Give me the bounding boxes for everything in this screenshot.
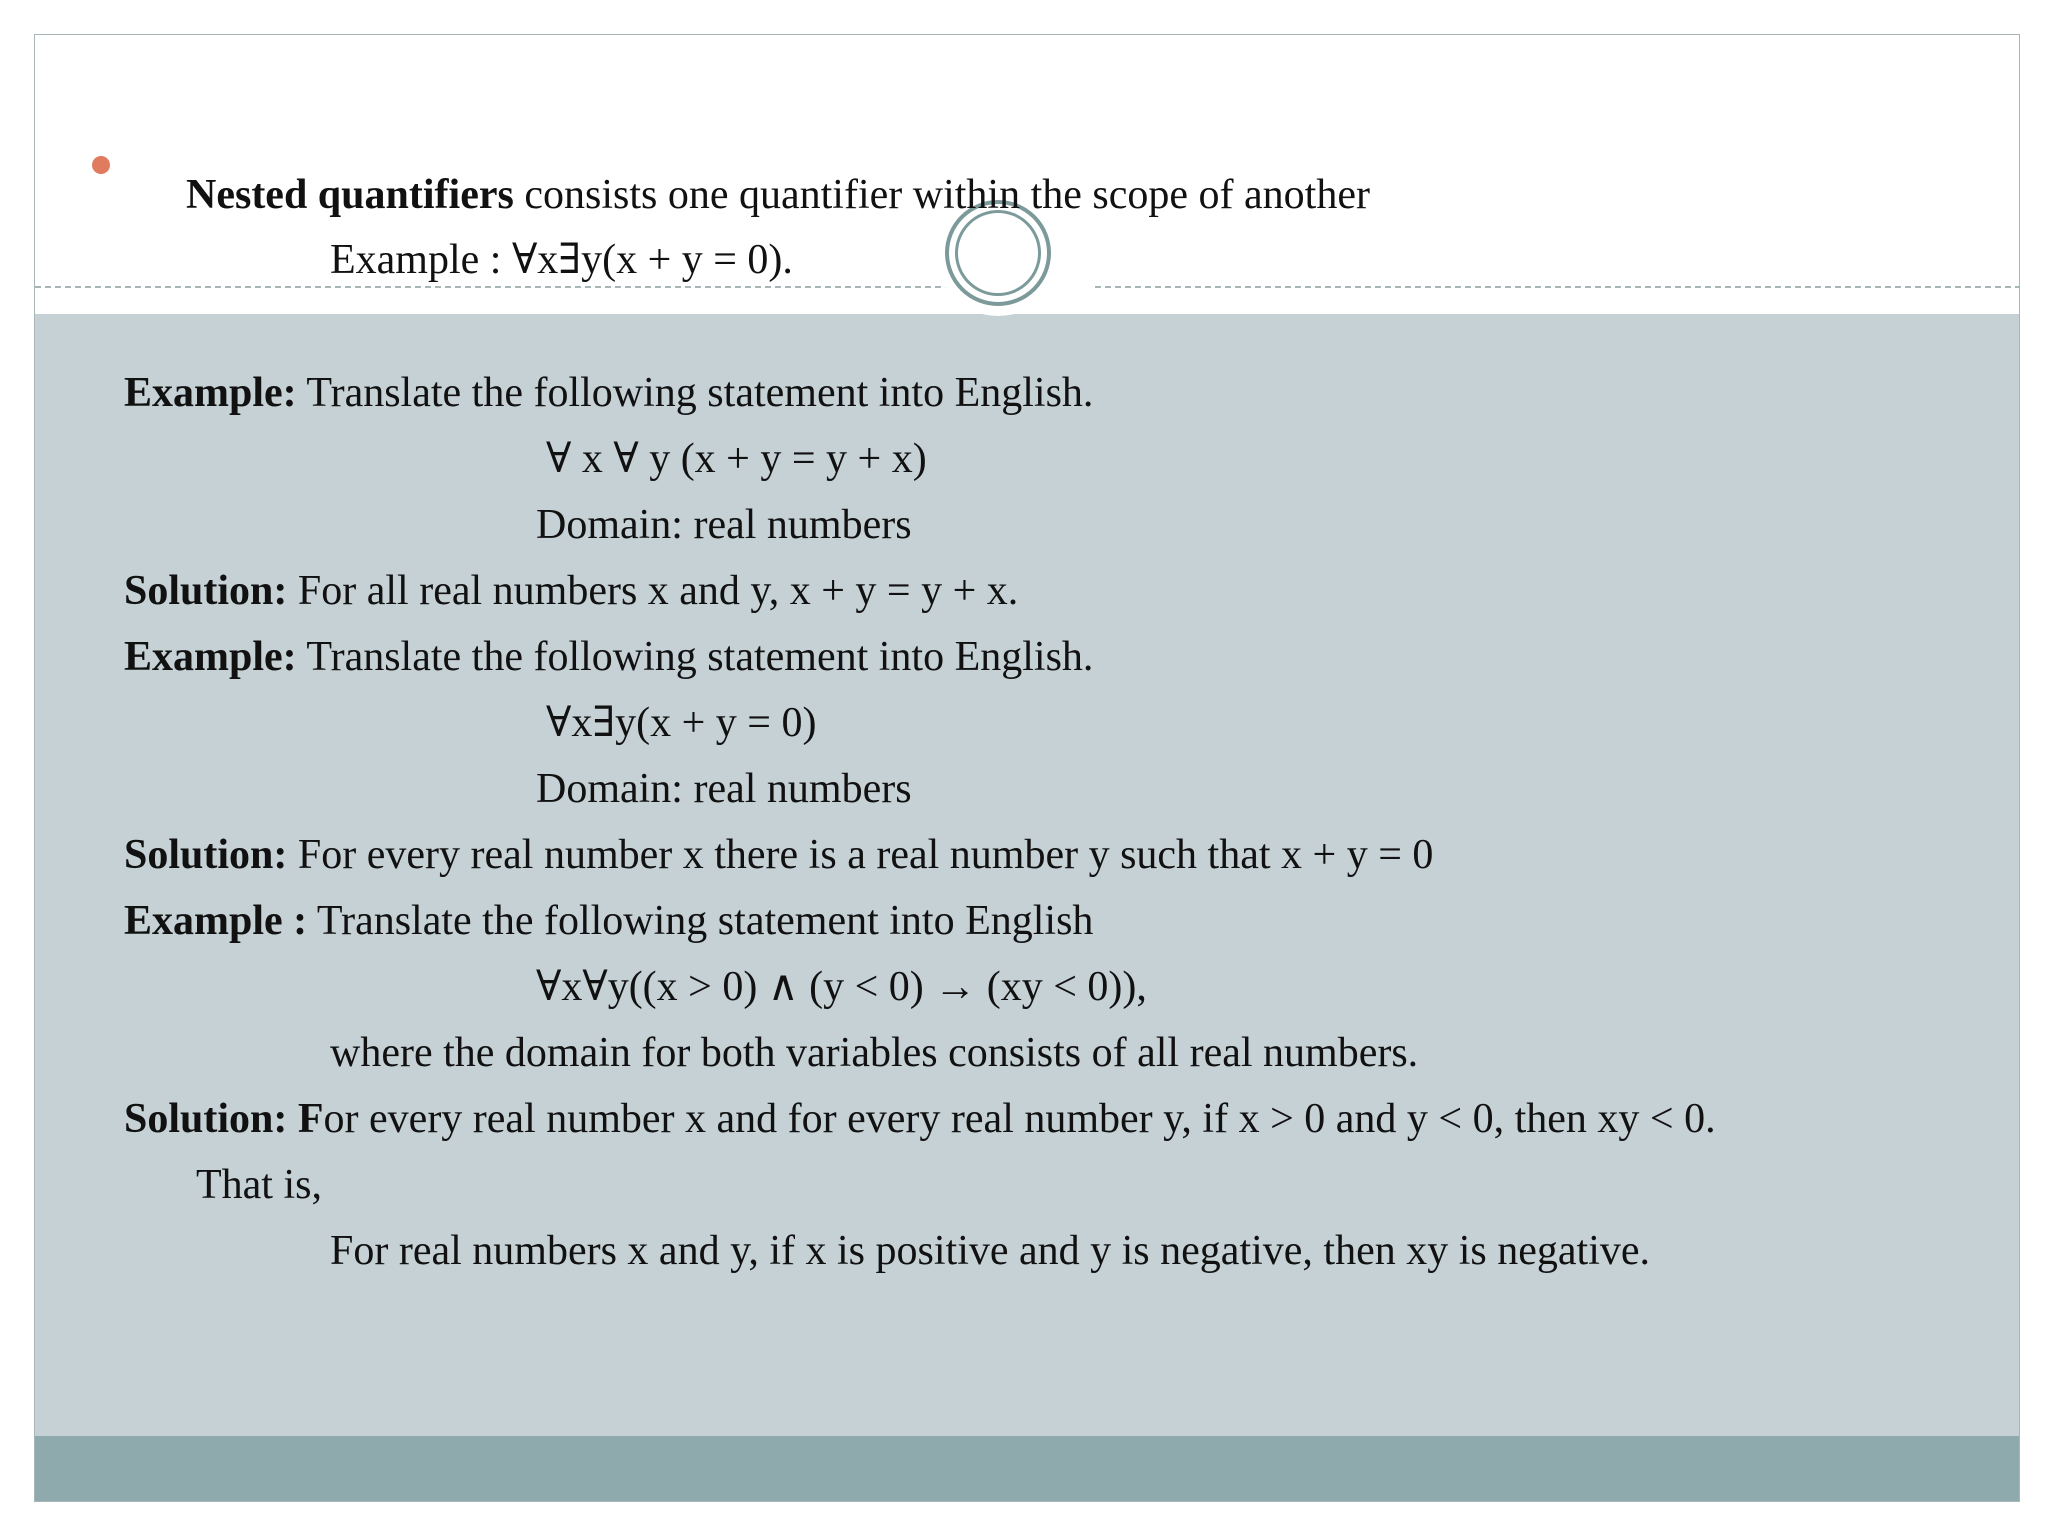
solution-1-label: Solution:	[124, 568, 288, 614]
solution-3-restated: For real numbers x and y, if x is positive and y is negative, then xy is negative.	[330, 1228, 1651, 1274]
bullet-rest: consists one quantifier within the scope of another	[513, 172, 1370, 218]
solution-3-label: Solution: F	[124, 1096, 324, 1142]
example-3-line	[124, 896, 1093, 946]
solution-1-line	[124, 566, 1018, 616]
solution-1-text: For all real numbers x and y, x + y = y + x.	[287, 568, 1019, 614]
example-1-text: Translate the following statement into English.	[296, 370, 1094, 416]
bullet-dot-icon	[92, 156, 110, 174]
example-3-formula: ∀x∀y((x > 0) ∧ (y < 0) → (xy < 0)),	[536, 964, 1147, 1010]
title-example-line: Example : ∀x∃y(x + y = 0).	[330, 237, 793, 283]
solution-2-label: Solution:	[124, 832, 288, 878]
double-ring-inner-icon	[955, 210, 1041, 296]
footer-band	[35, 1436, 2019, 1502]
example-2-text: Translate the following statement into English.	[296, 634, 1094, 680]
bullet-term: Nested quantifiers	[186, 172, 514, 218]
example-3-label: Example :	[124, 898, 308, 944]
example-2-line	[124, 632, 1093, 682]
bullet-line	[186, 170, 1370, 220]
example-3-domain-note: where the domain for both variables consists of all real numbers.	[330, 1030, 1419, 1076]
example-2-domain: Domain: real numbers	[536, 766, 912, 812]
example-1-line	[124, 368, 1093, 418]
divider-right	[1095, 286, 2020, 288]
solution-3-that-is: That is,	[196, 1162, 322, 1208]
solution-2-line	[124, 830, 1433, 880]
example-1-label: Example:	[124, 370, 297, 416]
solution-2-text: For every real number x there is a real number y such that x + y = 0	[287, 832, 1434, 878]
example-2-formula: ∀x∃y(x + y = 0)	[546, 700, 817, 746]
solution-3-text: or every real number x and for every real number y, if x > 0 and y < 0, then xy < 0.	[323, 1096, 1716, 1142]
example-2-label: Example:	[124, 634, 297, 680]
example-1-domain: Domain: real numbers	[536, 502, 912, 548]
example-3-text: Translate the following statement into English	[307, 898, 1094, 944]
example-1-formula: ∀ x ∀ y (x + y = y + x)	[546, 436, 927, 482]
solution-3-line	[124, 1094, 1716, 1144]
divider-left	[35, 286, 971, 288]
